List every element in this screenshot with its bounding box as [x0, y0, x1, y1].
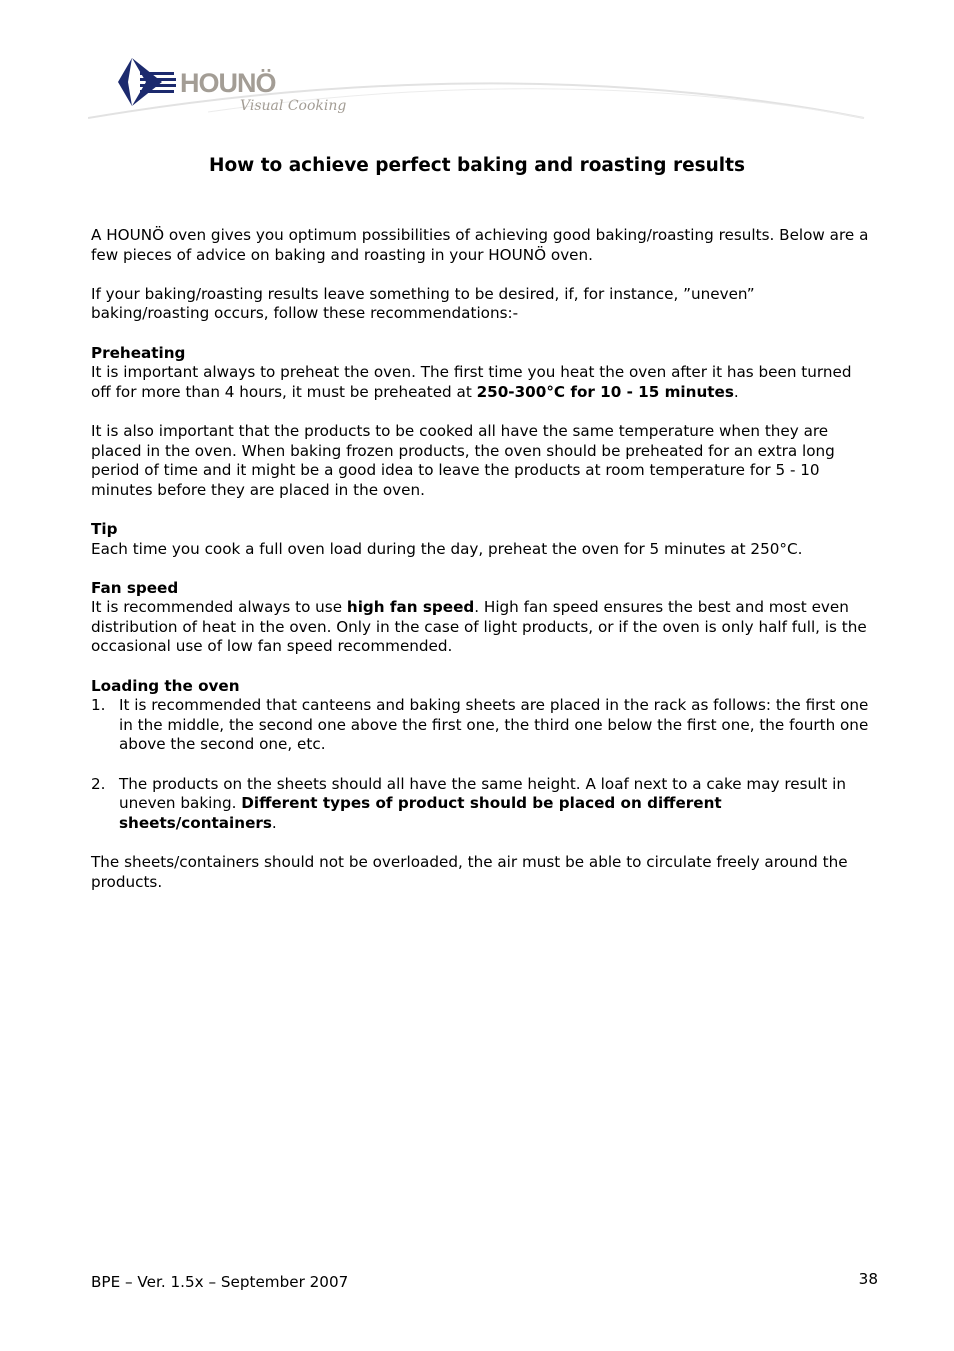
section-fan-speed — [91, 579, 871, 657]
intro-paragraph-2: If your baking/roasting results leave something to be desired, if, for instance, ”uneven” baking/roasting occurs, follow these recommendations:- — [91, 284, 755, 323]
page-header — [88, 52, 868, 124]
preheating-paragraph-2: It is also important that the products to be cooked all have the same temperature when they are placed in the oven. When baking frozen products, the oven should be preheated for an extra long period of time and it might be a good idea to leave the products at room temperature for 5 - 10 minutes before they are placed in the oven. — [91, 421, 835, 499]
list-item-text: It is recommended that canteens and baking sheets are placed in the rack as follows: the first one in the middle, the second one above the first one, the third one below the first one, the fourth one above the second one, etc. — [119, 696, 869, 754]
list-item — [91, 696, 871, 755]
section-tip — [91, 520, 871, 559]
loading-steps-list — [91, 696, 871, 833]
fan-speed-paragraph: It is recommended always to use high fan speed. High fan speed ensures the best and most even distribution of heat in the oven. Only in the case of light products, or if the oven is only half full, is the occasional use of low fan speed recommended. — [91, 598, 867, 656]
document-body — [91, 226, 871, 912]
section-loading — [91, 677, 871, 893]
tip-text: Each time you cook a full oven load during the day, preheat the oven for 5 minutes at 250°C. — [91, 539, 803, 558]
preheating-heading: Preheating — [91, 343, 186, 362]
logo-wordmark: HOUNÖ — [180, 68, 276, 98]
list-item: 2. The products on the sheets should all have the same height. A loaf next to a cake may result in uneven baking. Different types of product should be placed on different sheets/containers. — [91, 774, 846, 832]
list-item-number: 1. — [91, 696, 106, 715]
intro-paragraph-1: A HOUNÖ oven gives you optimum possibilities of achieving good baking/roasting results. Below are a few pieces of advice on baking and roasting in your HOUNÖ oven. — [91, 226, 869, 264]
fan-speed-heading: Fan speed — [91, 578, 179, 597]
footer-version: BPE – Ver. 1.5x – September 2007 — [91, 1273, 349, 1291]
preheating-paragraph-1: It is important always to preheat the oven. The first time you heat the oven after it has been turned off for more than 4 hours, it must be preheated at 250-300°C for 10 - 15 minutes. — [91, 363, 852, 401]
page-number: 38 — [858, 1270, 878, 1288]
loading-closing-paragraph: The sheets/containers should not be overloaded, the air must be able to circulate freely around the products. — [91, 853, 848, 891]
tip-heading: Tip — [91, 519, 118, 538]
list-item-number: 2. — [91, 774, 106, 793]
logo-mark-icon — [118, 58, 176, 106]
logo-tagline: Visual Cooking — [240, 98, 347, 114]
preheating-temperature: 250-300°C for 10 - 15 minutes — [476, 382, 734, 401]
fan-speed-emphasis: high fan speed — [346, 598, 475, 617]
loading-heading: Loading the oven — [91, 676, 240, 695]
loading-emphasis: Different types of product should be placed on different sheets/containers — [119, 794, 722, 832]
section-preheating — [91, 344, 871, 403]
page-title: How to achieve perfect baking and roasting results — [208, 155, 745, 176]
hounoe-logo — [88, 52, 868, 124]
